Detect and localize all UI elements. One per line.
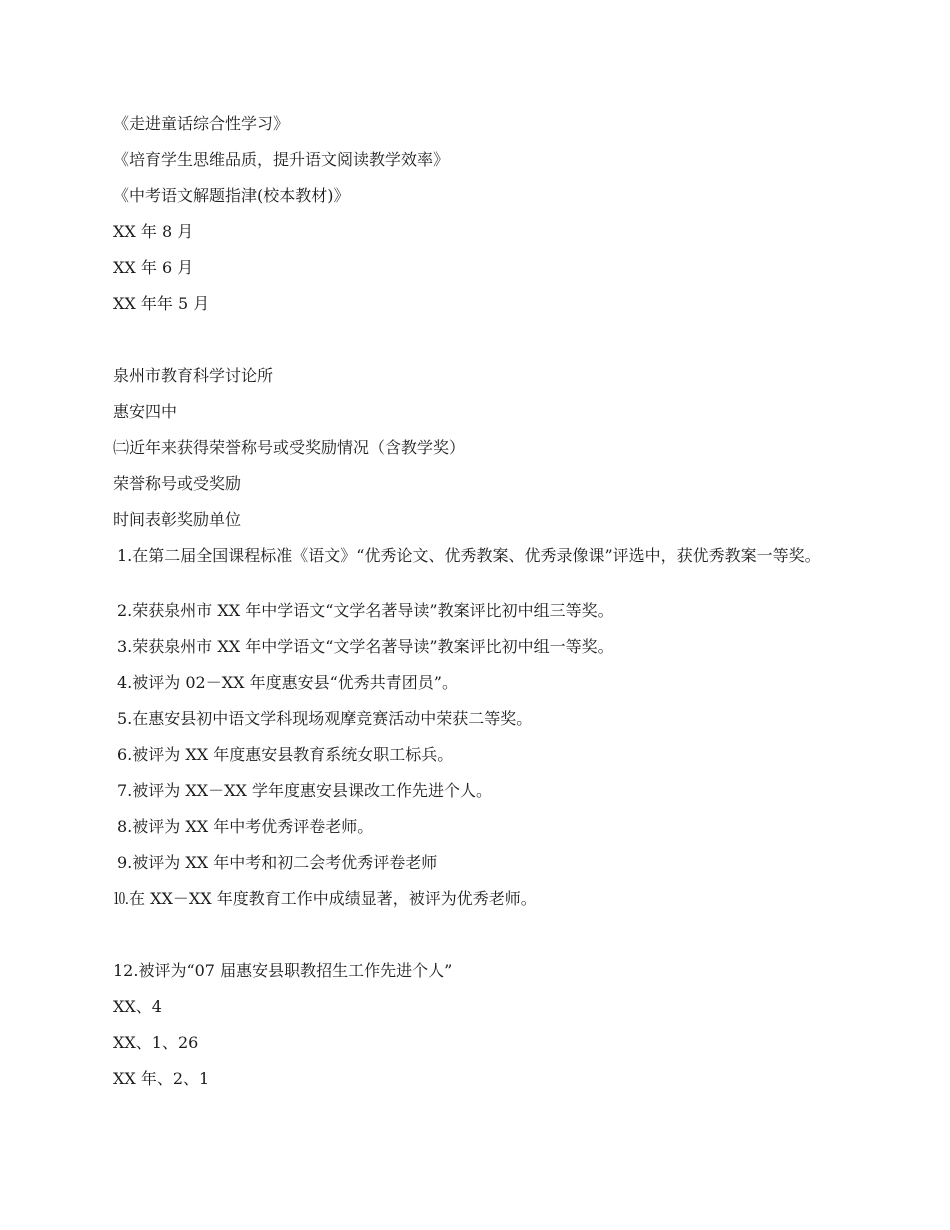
text-line-publication-2: 《培育学生思维品质，提升语文阅读教学效率》 bbox=[113, 150, 450, 169]
text-line-publication-3: 《中考语文解题指津(校本教材)》 bbox=[113, 186, 350, 205]
text-line-date-4: XX、4 bbox=[113, 997, 162, 1016]
text-line-unit-1: 泉州市教育科学讨论所 bbox=[113, 366, 274, 385]
award-item-5: 5.在惠安县初中语文学科现场观摩竞赛活动中荣获二等奖。 bbox=[117, 709, 533, 728]
text-line-date-2: XX 年 6 月 bbox=[113, 258, 194, 277]
text-line-date-5: XX、1、26 bbox=[113, 1033, 199, 1052]
section-heading: ㈡近年来获得荣誉称号或受奖励情况（含教学奖） bbox=[113, 438, 466, 457]
text-line-date-1: XX 年 8 月 bbox=[113, 222, 194, 241]
text-line-date-3: XX 年年 5 月 bbox=[113, 294, 210, 313]
text-line-date-6: XX 年、2、1 bbox=[113, 1069, 210, 1088]
text-line-publication-1: 《走进童话综合性学习》 bbox=[113, 114, 290, 133]
text-line-unit-2: 惠安四中 bbox=[113, 402, 178, 421]
award-item-1: 1.在第二届全国课程标准《语文》“优秀论文、优秀教案、优秀录像课”评选中，获优秀教案一等奖。 bbox=[117, 546, 821, 565]
column-header-time-unit: 时间表彰奖励单位 bbox=[113, 510, 242, 529]
award-item-10: ⒑在 XX－XX 年度教育工作中成绩显著，被评为优秀老师。 bbox=[113, 889, 537, 908]
award-item-3: 3.荣获泉州市 XX 年中学语文“文学名著导读”教案评比初中组一等奖。 bbox=[117, 637, 614, 656]
award-item-9: 9.被评为 XX 年中考和初二会考优秀评卷老师 bbox=[117, 853, 438, 872]
award-item-12: 12.被评为“07 届惠安县职教招生工作先进个人” bbox=[113, 961, 453, 980]
award-item-7: 7.被评为 XX－XX 学年度惠安县课改工作先进个人。 bbox=[117, 781, 493, 800]
column-header-honor: 荣誉称号或受奖励 bbox=[113, 474, 242, 493]
award-item-4: 4.被评为 02－XX 年度惠安县“优秀共青团员”。 bbox=[117, 673, 458, 692]
award-item-8: 8.被评为 XX 年中考优秀评卷老师。 bbox=[117, 817, 374, 836]
award-item-6: 6.被评为 XX 年度惠安县教育系统女职工标兵。 bbox=[117, 745, 454, 764]
award-item-2: 2.荣获泉州市 XX 年中学语文“文学名著导读”教案评比初中组三等奖。 bbox=[117, 601, 614, 620]
